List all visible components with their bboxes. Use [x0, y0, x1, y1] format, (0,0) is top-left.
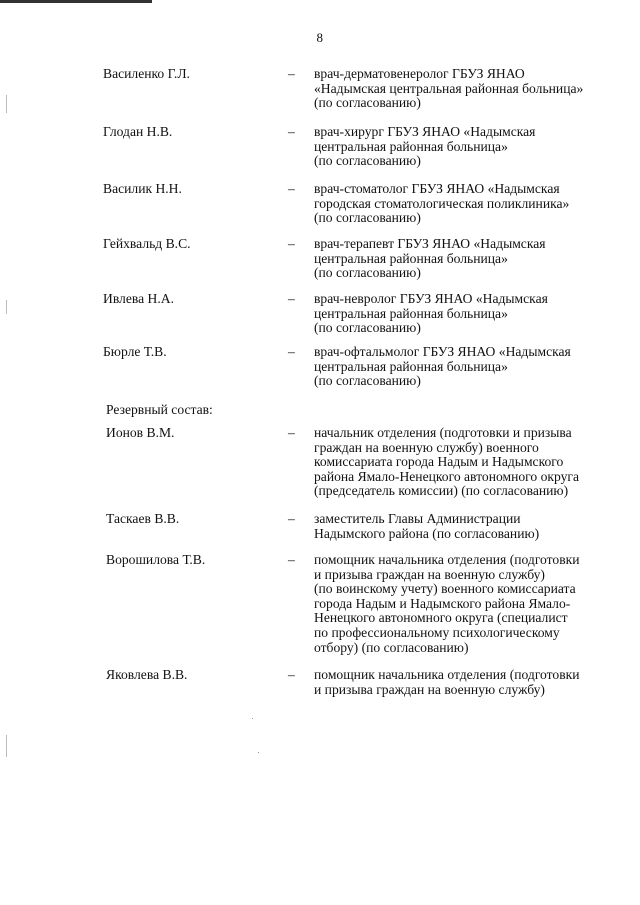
position-line: (по согласованию) — [314, 210, 421, 226]
position-line: центральная районная больница» — [314, 358, 508, 374]
dash-separator: – — [288, 511, 295, 526]
position-line: комиссариата города Надым и Надымского — [314, 454, 564, 470]
dash-separator: – — [288, 552, 295, 567]
position-line: (по согласованию) — [314, 320, 421, 336]
position-line: (по согласованию) — [314, 373, 421, 389]
position-line: врач-офтальмолог ГБУЗ ЯНАО «Надымская — [314, 344, 571, 359]
member-position — [314, 182, 624, 226]
member-position — [314, 512, 624, 541]
scan-edge-rule — [0, 0, 152, 3]
scan-margin-mark — [6, 300, 7, 314]
dash-separator: – — [288, 667, 295, 682]
member-position — [314, 668, 624, 697]
dash-separator: – — [288, 66, 295, 81]
member-name: Бюрле Т.В. — [103, 344, 167, 359]
member-position — [314, 125, 624, 169]
member-position — [314, 553, 624, 655]
position-line: города Надым и Надымского района Ямало- — [314, 595, 571, 611]
member-position — [314, 237, 624, 281]
member-name: Ивлева Н.А. — [103, 291, 174, 306]
member-position — [314, 426, 624, 499]
position-line: центральная районная больница» — [314, 305, 508, 321]
member-position — [314, 345, 624, 389]
dash-separator: – — [288, 291, 295, 306]
position-line: начальник отделения (подготовки и призыва — [314, 425, 572, 440]
position-line: и призыва граждан на военную службу) — [314, 681, 545, 697]
member-name: Василенко Г.Л. — [103, 66, 190, 81]
position-line: помощник начальника отделения (подготовки — [314, 667, 580, 682]
member-name: Глодан Н.В. — [103, 124, 173, 139]
position-line: Надымского района (по согласованию) — [314, 525, 540, 541]
position-line: врач-хирург ГБУЗ ЯНАО «Надымская — [314, 124, 536, 139]
position-line: врач-дерматовенеролог ГБУЗ ЯНАО — [314, 66, 525, 81]
position-line: Ненецкого автономного округа (специалист — [314, 610, 568, 626]
member-name: Таскаев В.В. — [106, 511, 180, 526]
page-number: 8 — [316, 30, 324, 45]
position-line: центральная районная больница» — [314, 138, 508, 154]
position-line: и призыва граждан на военную службу) — [314, 566, 545, 582]
position-line: врач-стоматолог ГБУЗ ЯНАО «Надымская — [314, 181, 560, 196]
member-name: Ионов В.М. — [106, 425, 175, 440]
reserve-heading: Резервный состав: — [106, 402, 213, 417]
position-line: помощник начальника отделения (подготовки — [314, 552, 580, 567]
dash-separator: – — [288, 344, 295, 359]
dash-separator: – — [288, 124, 295, 139]
position-line: (по воинскому учету) военного комиссариата — [314, 581, 576, 597]
scan-speck — [258, 752, 259, 753]
member-position — [314, 67, 624, 111]
dash-separator: – — [288, 236, 295, 251]
position-line: (по согласованию) — [314, 265, 421, 281]
position-line: врач-терапевт ГБУЗ ЯНАО «Надымская — [314, 236, 546, 251]
position-line: центральная районная больница» — [314, 250, 508, 266]
scan-margin-mark — [6, 95, 7, 113]
position-line: «Надымская центральная районная больница» — [314, 80, 584, 96]
scan-margin-mark — [6, 735, 7, 757]
scan-speck — [252, 718, 253, 719]
position-line: (по согласованию) — [314, 153, 421, 169]
member-name: Василик Н.Н. — [103, 181, 182, 196]
dash-separator: – — [288, 181, 295, 196]
position-line: отбору) (по согласованию) — [314, 639, 469, 655]
position-line: заместитель Главы Администрации — [314, 511, 521, 526]
member-name: Гейхвальд В.С. — [103, 236, 191, 251]
position-line: района Ямало-Ненецкого автономного округа — [314, 468, 580, 484]
position-line: врач-невролог ГБУЗ ЯНАО «Надымская — [314, 291, 548, 306]
position-line: (по согласованию) — [314, 95, 421, 111]
position-line: (председатель комиссии) (по согласованию) — [314, 483, 569, 499]
dash-separator: – — [288, 425, 295, 440]
position-line: городская стоматологическая поликлиника» — [314, 195, 570, 211]
position-line: граждан на военную службу) военного — [314, 439, 539, 455]
member-position — [314, 292, 624, 336]
member-name: Ворошилова Т.В. — [106, 552, 206, 567]
position-line: по профессиональному психологическому — [314, 624, 560, 640]
member-name: Яковлева В.В. — [106, 667, 188, 682]
